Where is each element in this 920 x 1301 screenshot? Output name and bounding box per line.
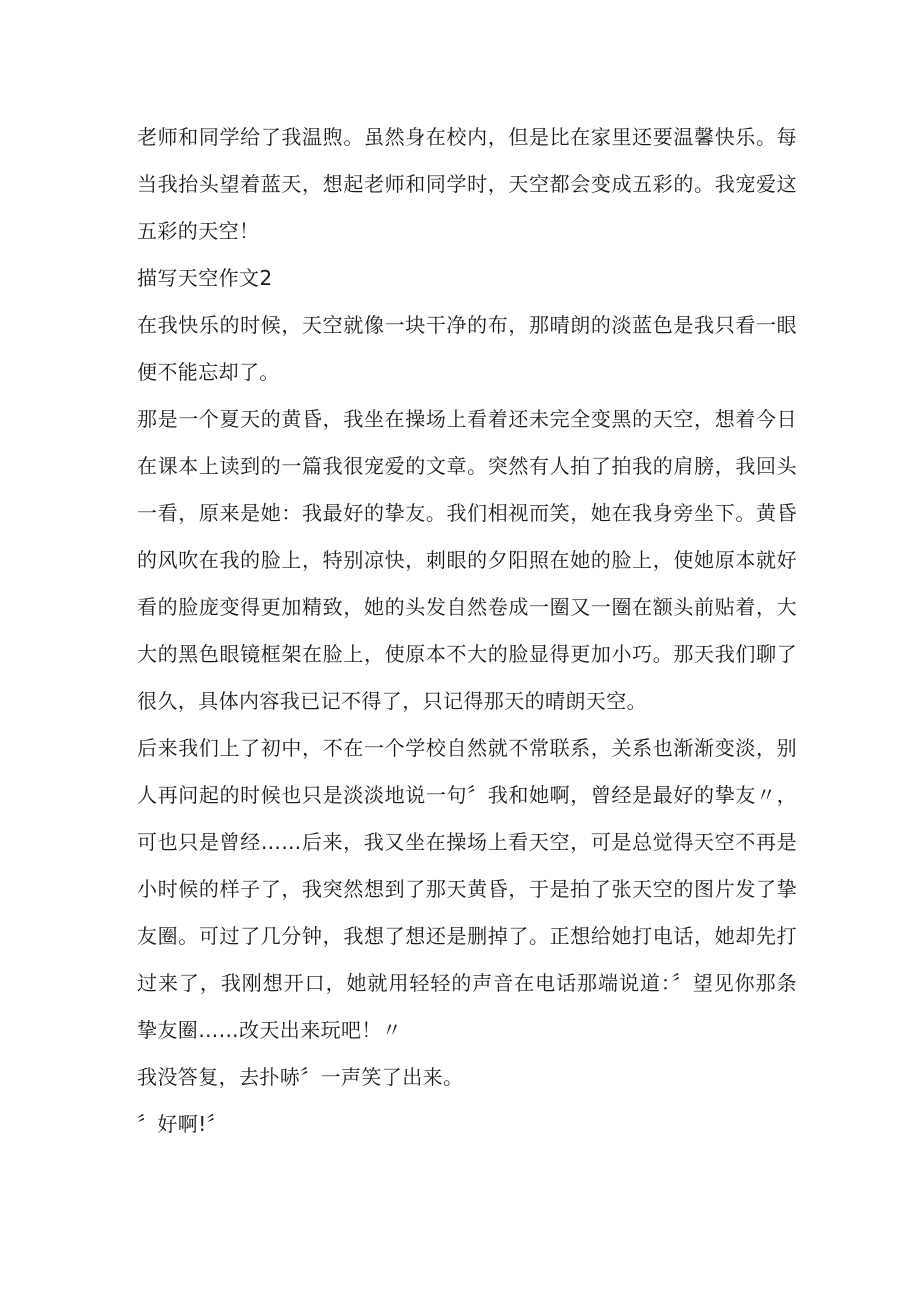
paragraph: 那是一个夏天的黄昏，我坐在操场上看着还未完全变黑的天空，想着今日在课本上读到的一篇我很宠爱的文章。突然有人拍了拍我的肩膀，我回头一看，原来是她：我最好的挚友。我们相视而笑，她在我身旁坐下。黄昏的风吹在我的脸上，特别凉快，刺眼的夕阳照在她的脸上，使她原本就好看的脸庞变得更加精致，她的头发自然卷成一圈又一圈在额头前贴着，大大的黑色眼镜框架在脸上，使原本不大的脸显得更加小巧。那天我们聊了很久，具体内容我已记不得了，只记得那天的晴朗天空。 (137, 407, 797, 713)
paragraph-intro: 老师和同学给了我温煦。虽然身在校内，但是比在家里还要温馨快乐。每当我抬头望着蓝天，想起老师和同学时，天空都会变成五彩的。我宠爱这五彩的天空！ (137, 125, 797, 243)
paragraph-quote: 〞好啊!〞 (137, 1112, 228, 1136)
article-body (137, 114, 797, 1148)
paragraph: 后来我们上了初中，不在一个学校自然就不常联系，关系也渐渐变淡，别人再问起的时候也只是淡淡地说一句〞我和她啊，曾经是最好的挚友〃，可也只是曾经……后来，我又坐在操场上看天空，可是总觉得天空不再是小时候的样子了，我突然想到了那天黄昏，于是拍了张天空的图片发了挚友圈。可过了几分钟，我想了想还是删掉了。正想给她打电话，她却先打过来了，我刚想开口，她就用轻轻的声音在电话那端说道：〞望见你那条挚友圈……改天出来玩吧！〃 (137, 736, 797, 1042)
paragraph: 我没答复，去扑哧〞一声笑了出来。 (137, 1065, 464, 1089)
paragraph: 在我快乐的时候，天空就像一块干净的布，那晴朗的淡蓝色是我只看一眼便不能忘却了。 (137, 313, 797, 384)
section-heading: 描写天空作文2 (137, 266, 273, 290)
